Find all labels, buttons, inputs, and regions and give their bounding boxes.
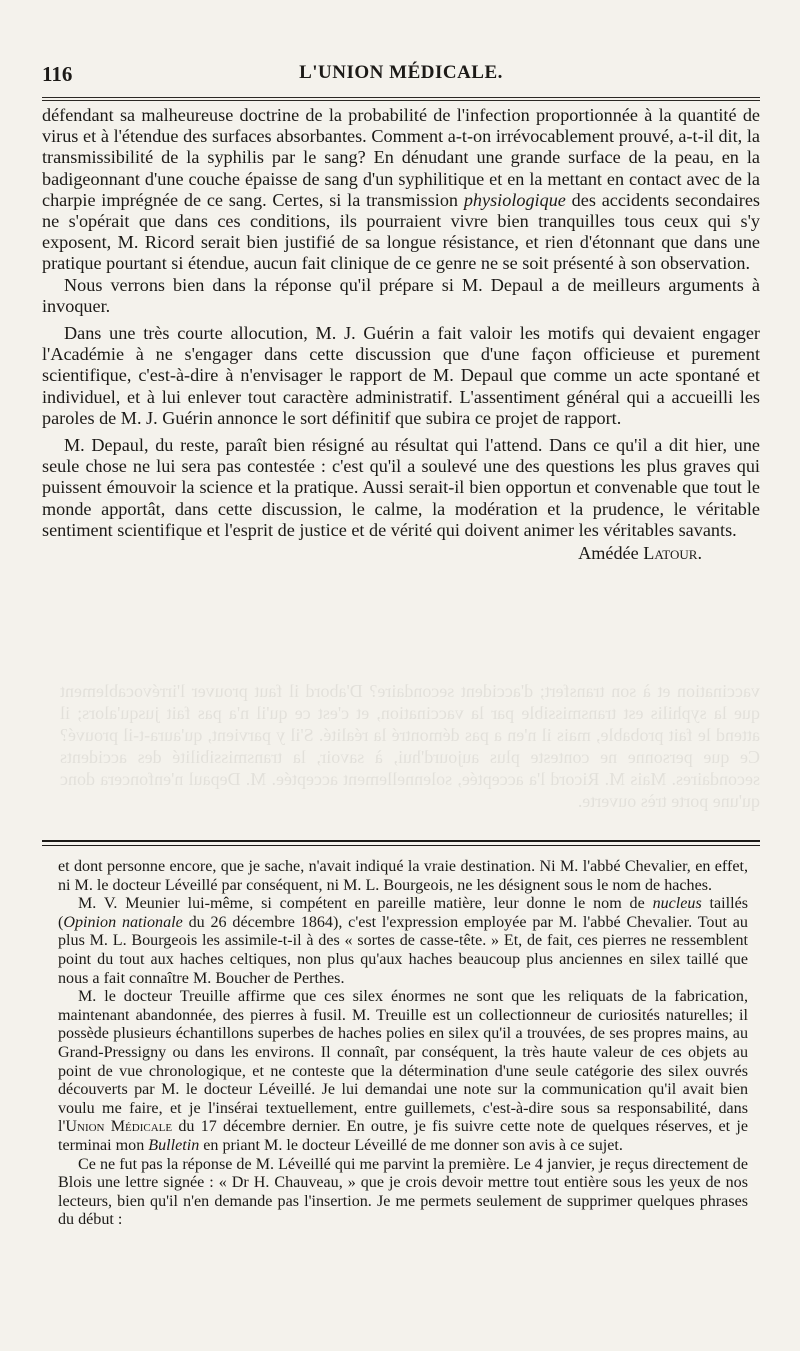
page-header: [42, 62, 760, 90]
feuilleton-paragraph-4: Ce ne fut pas la réponse de M. Léveillé qui me parvint la première. Le 4 janvier, je reçus directement de Blois une lettre signée : « Dr H. Chauveau, » que je crois devoir mettre tout entière sous les yeux de nos lecteurs, bien qu'il n'en demande pas l'insertion. Je me permets seulement de supprimer quelques phrases du début :: [58, 1155, 748, 1229]
page-number: 116: [42, 62, 73, 86]
show-through-texture: vaccination et à son transfert; d'accident secondaire? D'abord il faut prouver l'irrévocablement que la syphilis est transmissible par la vaccination, et c'est ce qu'il n'a pas fait jusqu'alors; il attend le fait probable, mais il n'en a pas démontré la réalité. S'il y parvient, qu'aura-t-il prouvé? Ce que personne ne conteste plus aujourd'hui, à savoir, la transmissibilité des accidents secondaires. Mais M. Ricord l'a acceptée, solennellement acceptée. M. Depaul n'enfoncera donc qu'une porte très ouverte.: [60, 681, 760, 811]
feuilleton-rule-thick: [42, 840, 760, 842]
header-rule: [42, 97, 760, 98]
feuilleton-paragraph-2: M. V. Meunier lui-même, si compétent en pareille matière, leur donne le nom de nucleus taillés (Opinion nationale du 26 décembre 1864), c'est l'expression employée par M. l'abbé Chevalier. Tout au plus M. L. Bourgeois les assimile-t-il à des « sortes de casse-tête. » Et, de fait, ces pierres ne ressemblent point du tout aux haches celtiques, non plus qu'aux haches beaucoup plus anciennes en silex taillé que nous a fait connaître M. Boucher de Perthes.: [58, 895, 748, 987]
header-rule-thin: [42, 100, 760, 101]
article-body: [42, 105, 760, 564]
paragraph-2: Nous verrons bien dans la réponse qu'il prépare si M. Depaul a de meilleurs arguments à invoquer.: [42, 274, 760, 316]
feuilleton-body: [58, 858, 748, 1230]
paragraph-4: M. Depaul, du reste, paraît bien résigné au résultat qui l'attend. Dans ce qu'il a dit hier, une seule chose ne lui sera pas contestée : c'est qu'il a soulevé une des questions les plus graves qui puissent émouvoir la science et la pratique. Aussi serait-il bien opportun et convenable que tout le monde apportât, dans cette discussion, le calme, la modération et la prudence, le véritable sentiment scientifique et l'esprit de justice et de vérité qui doivent animer les véritables savants.: [42, 435, 760, 540]
author-signature: Amédée Latour.: [578, 543, 702, 564]
paragraph-1: défendant sa malheureuse doctrine de la probabilité de l'infection proportionnée à la quantité de virus et à l'étendue des surfaces absorbantes. Comment a-t-on irrévocablement prouvé, a-t-il dit, la transmissibilité de la syphilis par le sang? En dénudant une grande surface de la peau, en la badigeonnant d'une couche épaisse de sang d'un syphilitique et en la mettant en contact avec de la charpie imprégnée de ce sang. Certes, si la transmission physiologique des accidents secondaires ne s'opérait que dans ces conditions, ils pourraient vivre bien tranquilles tous ceux qui s'y exposent, M. Ricord serait bien justifié de sa longue résistance, et rien d'étonnant que dans une pratique pourtant si étendue, aucun fait clinique de ce genre ne se soit présenté à son observation.: [42, 105, 760, 274]
feuilleton-rule-thin: [42, 845, 760, 846]
feuilleton-paragraph-1: et dont personne encore, que je sache, n'avait indiqué la vraie destination. Ni M. l'abbé Chevalier, en effet, ni M. le docteur Léveillé par conséquent, ni M. L. Bourgeois, ne les désignent sous le nom de haches.: [58, 858, 748, 894]
paragraph-3: Dans une très courte allocution, M. J. Guérin a fait valoir les motifs qui devaient engager l'Académie à ne s'engager dans cette discussion que d'une façon officieuse et purement scientifique, c'est-à-dire à n'envisager le rapport de M. Depaul que comme un acte spontané et individuel, et à lui enlever tout caractère administratif. L'assentiment général qui a accueilli les paroles de M. J. Guérin annonce le sort définitif que subira ce projet de rapport.: [42, 323, 760, 428]
emphasis-physiologique: physiologique: [463, 189, 566, 210]
running-title: L'UNION MÉDICALE.: [299, 62, 503, 83]
feuilleton-paragraph-3: M. le docteur Treuille affirme que ces silex énormes ne sont que les reliquats de la fabrication, maintenant abandonnée, des pierres à fusil. M. Treuille est un collectionneur de curiosités naturelles; il possède plusieurs échantillons superbes de haches polies en silex qu'il a trouvées, de ses propres mains, au Grand-Pressigny ou dans les environs. Il connaît, par conséquent, la très haute valeur de ces objets au point de vue chronologique, et ne conteste que la détermination d'une seule catégorie des silex ouvrés découverts par M. le docteur Léveillé. Je lui demandai une note sur la communication qu'il avait bien voulu me faire, et je l'insérai textuellement, entre guillemets, c'est-à-dire sous sa responsabilité, dans l'Union Médicale du 17 décembre dernier. En outre, je fis suivre cette note de quelques réserves, et je terminai mon Bulletin en priant M. le docteur Léveillé de me donner son avis à ce sujet.: [58, 988, 748, 1154]
